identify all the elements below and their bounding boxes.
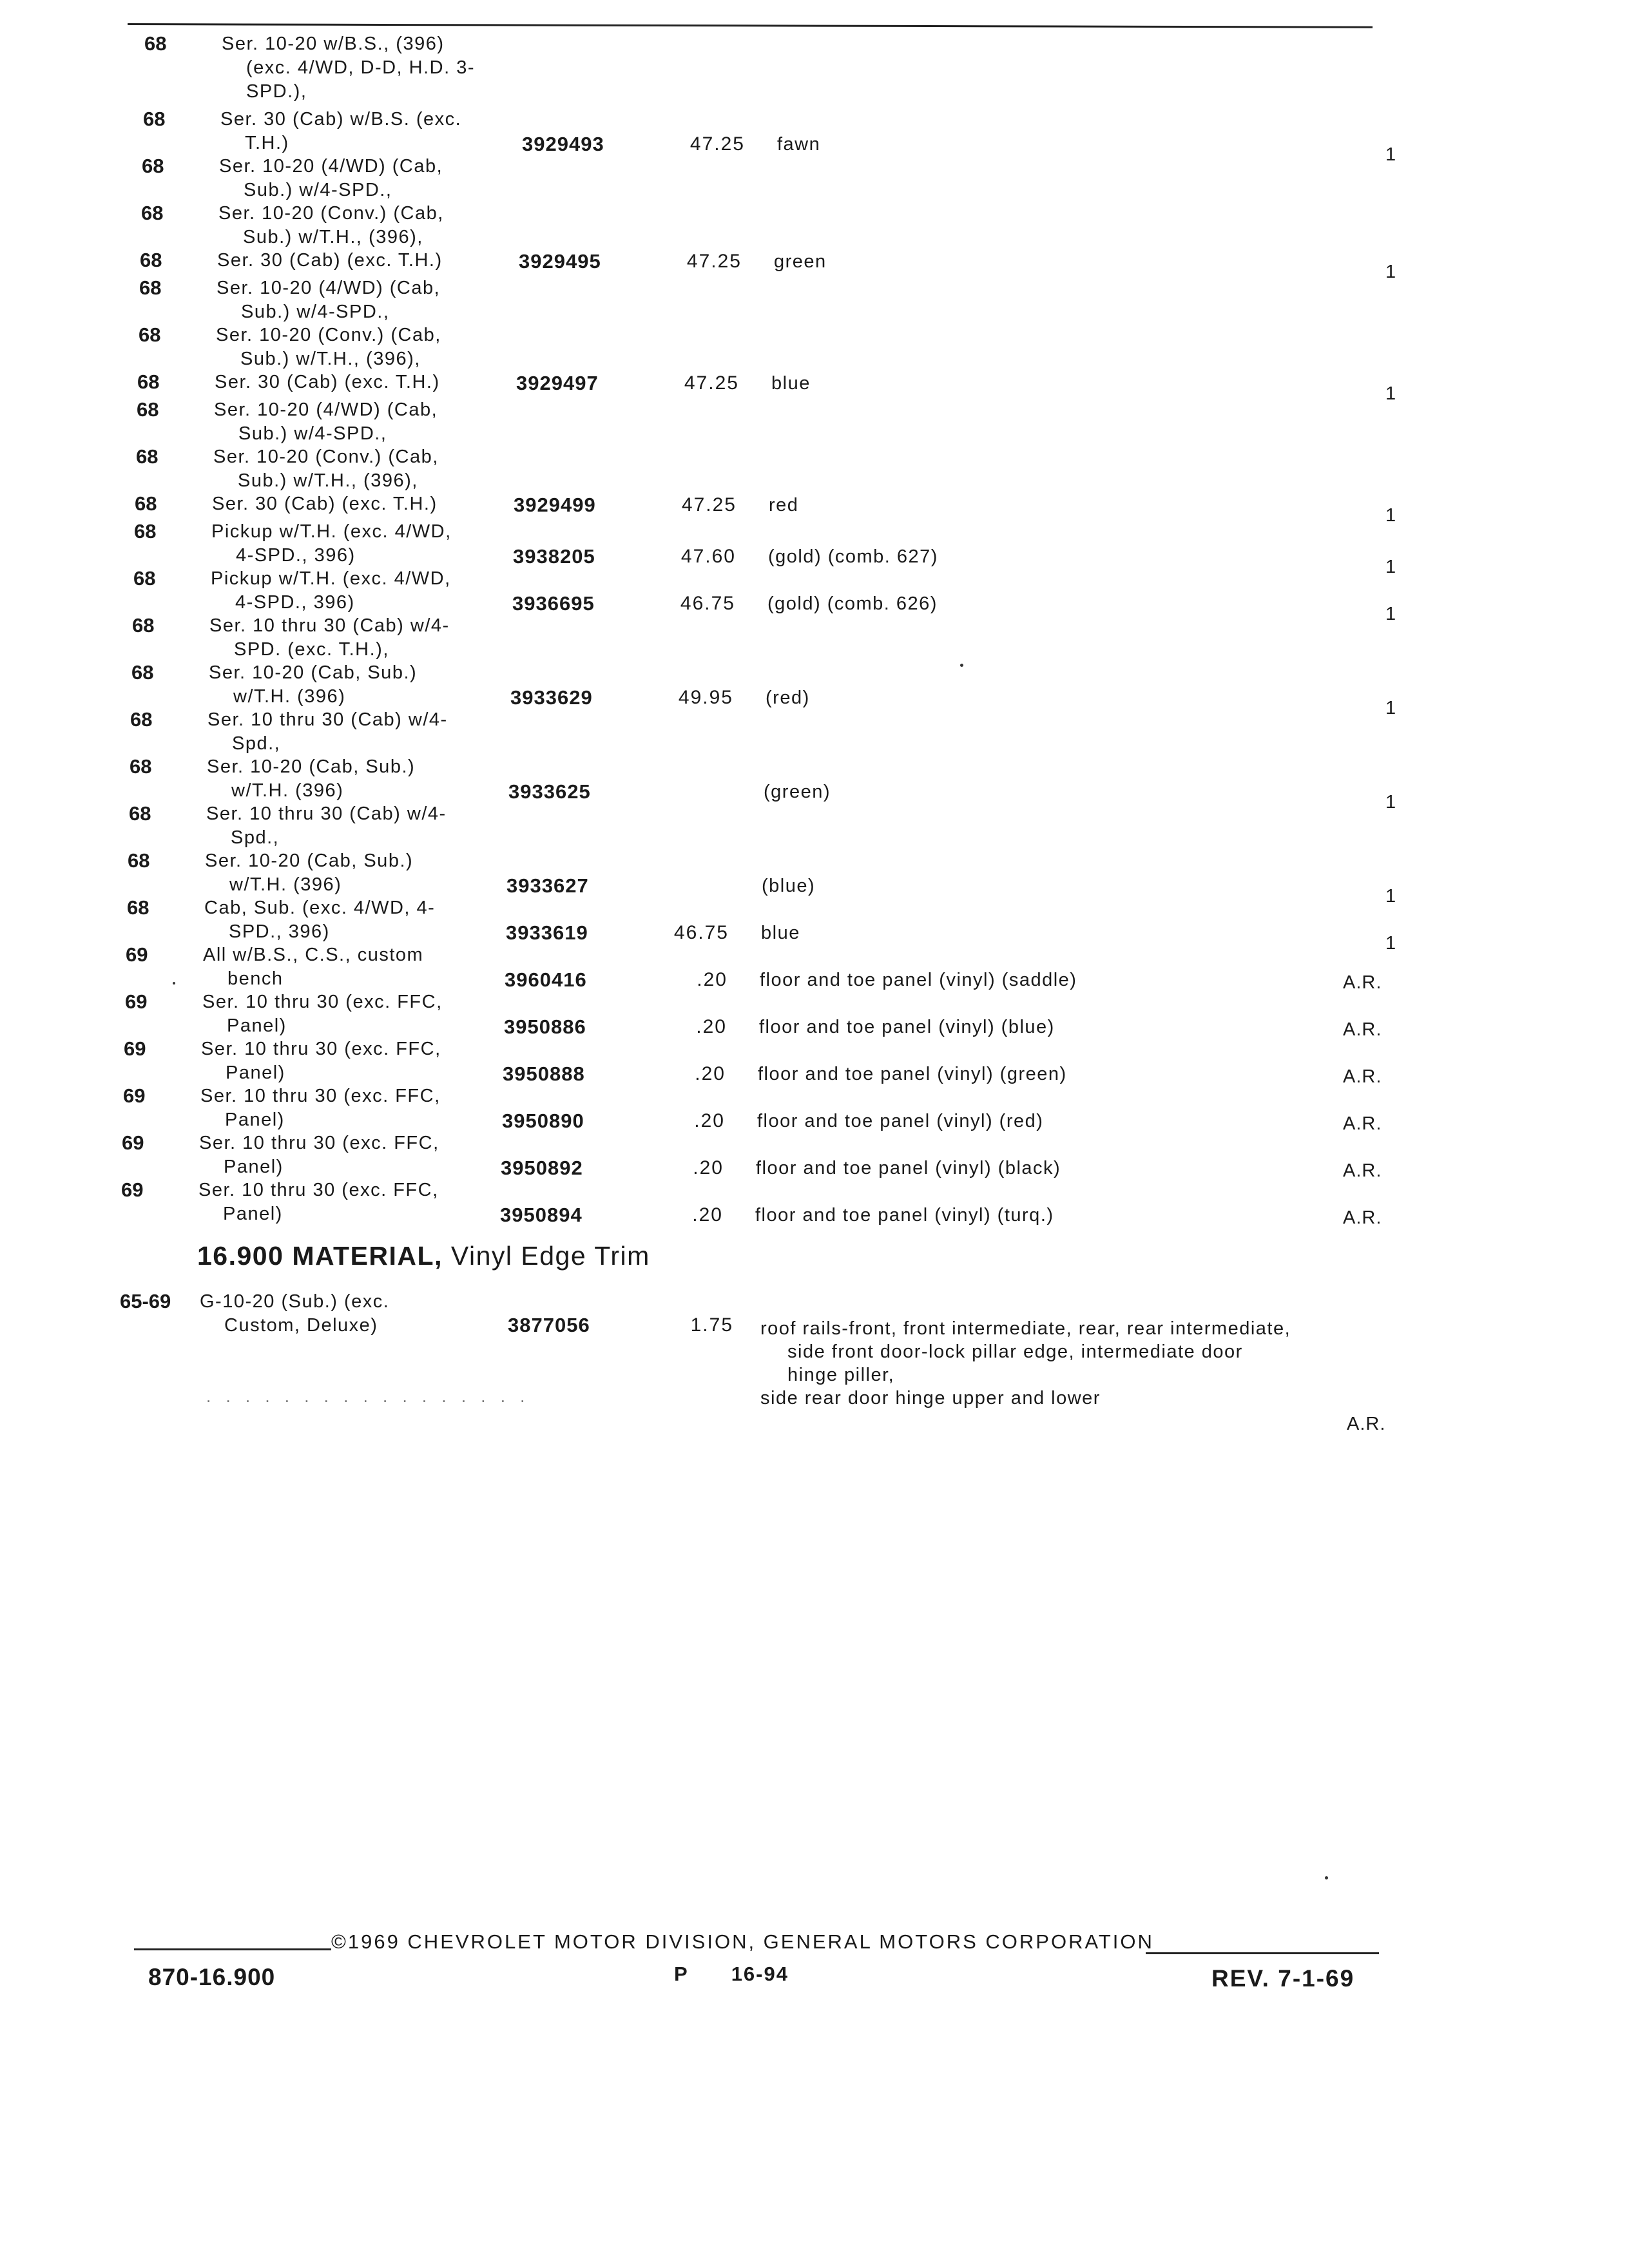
desc-line: Sub.) w/4-SPD., xyxy=(238,423,387,444)
item-description: floor and toe panel (vinyl) (turq.) xyxy=(755,1205,1054,1225)
desc-line: Ser. 10-20 (Cab, Sub.) xyxy=(205,850,414,871)
item-description: red xyxy=(769,495,799,515)
part-number: 3933625 xyxy=(508,780,591,803)
row-description xyxy=(219,155,443,202)
page-number: 16-94 xyxy=(731,1963,789,1985)
part-number: 3950886 xyxy=(504,1015,586,1038)
row-year: 68 xyxy=(127,896,149,919)
part-number: 3929495 xyxy=(519,250,601,273)
row-description xyxy=(214,398,438,446)
row-description xyxy=(207,708,448,756)
row-year: 69 xyxy=(121,1178,144,1201)
desc-line: Sub.) w/T.H., (396), xyxy=(240,349,421,369)
desc-line: Ser. 30 (Cab) (exc. T.H.) xyxy=(217,250,443,271)
quantity: 1 xyxy=(1385,505,1397,526)
page-prefix: P xyxy=(674,1963,689,1985)
row-year: 68 xyxy=(133,567,156,590)
desc-line: G-10-20 (Sub.) (exc. xyxy=(200,1291,390,1312)
row-year: 68 xyxy=(128,849,150,872)
row-description xyxy=(220,108,461,155)
desc-line: Ser. 10-20 (4/WD) (Cab, xyxy=(217,278,441,298)
price: 47.60 xyxy=(680,546,736,567)
part-number: 3950888 xyxy=(503,1062,585,1085)
desc-line: Ser. 10-20 (Cab, Sub.) xyxy=(209,662,418,683)
price: 1.75 xyxy=(690,1314,733,1336)
item-line: side front door-lock pillar edge, intermediate door xyxy=(787,1341,1243,1362)
desc-line: Panel) xyxy=(226,1062,285,1083)
item-line: hinge piller, xyxy=(787,1365,895,1385)
item-description: (gold) (comb. 626) xyxy=(767,593,938,614)
row-description xyxy=(216,323,441,371)
quantity: A.R. xyxy=(1343,1113,1382,1134)
row-description xyxy=(217,276,440,324)
desc-line: 4-SPD., 396) xyxy=(236,545,356,566)
part-number: 3933619 xyxy=(506,921,588,944)
row-year: 68 xyxy=(130,755,152,778)
row-year: 68 xyxy=(137,398,159,421)
desc-line: Ser. 10-20 (Cab, Sub.) xyxy=(207,756,416,777)
footer-left-rule xyxy=(134,1948,331,1950)
row-year: 69 xyxy=(124,1037,146,1060)
footer-copyright: ©1969 CHEVROLET MOTOR DIVISION, GENERAL MOTORS CORPORATION xyxy=(331,1930,1154,1953)
quantity: 1 xyxy=(1385,604,1397,624)
desc-line: Ser. 10-20 (Conv.) (Cab, xyxy=(218,203,444,224)
desc-line: Ser. 10 thru 30 (exc. FFC, xyxy=(199,1133,439,1153)
price: 47.25 xyxy=(689,133,745,155)
part-number: 3933627 xyxy=(506,874,589,897)
price: 47.25 xyxy=(686,251,742,272)
footer-right-rule xyxy=(1146,1952,1379,1954)
part-number: 3929493 xyxy=(522,133,604,155)
price: .20 xyxy=(696,1016,727,1037)
quantity: A.R. xyxy=(1347,1414,1386,1434)
quantity: A.R. xyxy=(1343,1207,1382,1228)
item-description: blue xyxy=(771,373,811,394)
part-number: 3933629 xyxy=(510,686,593,709)
row-year: 68 xyxy=(141,202,164,224)
part-number: 3960416 xyxy=(505,968,587,991)
row-description xyxy=(211,567,451,615)
quantity: 1 xyxy=(1385,933,1397,954)
row-description xyxy=(215,370,440,394)
part-number: 3938205 xyxy=(513,545,595,568)
part-number: 3936695 xyxy=(512,592,595,615)
footer-copyright-line xyxy=(134,1930,1379,1956)
desc-line: Ser. 30 (Cab) w/B.S. (exc. xyxy=(220,109,462,130)
price: 46.75 xyxy=(673,922,729,943)
row-description xyxy=(205,849,413,897)
desc-line: Pickup w/T.H. (exc. 4/WD, xyxy=(211,568,451,589)
desc-line: Ser. 10 thru 30 (exc. FFC, xyxy=(198,1180,439,1200)
desc-line: SPD., 396) xyxy=(229,921,330,942)
row-year: 68 xyxy=(134,520,157,543)
desc-line: Panel) xyxy=(223,1204,283,1224)
row-description xyxy=(222,32,475,104)
row-year: 68 xyxy=(144,32,167,55)
row-year: 68 xyxy=(131,661,154,684)
row-description xyxy=(207,755,415,803)
row-year: 69 xyxy=(126,943,148,966)
row-year: 68 xyxy=(140,249,162,271)
desc-line: Ser. 10 thru 30 (Cab) w/4- xyxy=(207,709,448,730)
desc-line: Cab, Sub. (exc. 4/WD, 4- xyxy=(204,898,436,918)
row-description xyxy=(199,1131,439,1179)
price: .20 xyxy=(697,969,728,990)
desc-line: SPD.), xyxy=(246,81,307,102)
desc-line: Sub.) w/T.H., (396), xyxy=(238,470,418,491)
item-description: blue xyxy=(761,923,800,943)
quantity: A.R. xyxy=(1343,972,1382,993)
price: .20 xyxy=(695,1063,726,1084)
section-number: 16.900 xyxy=(197,1241,284,1271)
item-description: floor and toe panel (vinyl) (blue) xyxy=(759,1017,1055,1037)
desc-line: Ser. 10 thru 30 (exc. FFC, xyxy=(200,1086,441,1106)
quantity: 1 xyxy=(1385,144,1397,165)
price: 47.25 xyxy=(684,372,739,394)
desc-line: Ser. 10 thru 30 (exc. FFC, xyxy=(202,992,443,1012)
row-year: 68 xyxy=(135,492,157,515)
row-year: 68 xyxy=(137,370,160,393)
desc-line: Ser. 10-20 w/B.S., (396) xyxy=(222,34,445,54)
price: .20 xyxy=(692,1204,723,1225)
price: 46.75 xyxy=(680,593,735,614)
row-year: 69 xyxy=(125,990,148,1013)
quantity: 1 xyxy=(1385,886,1397,907)
item-description: floor and toe panel (vinyl) (red) xyxy=(757,1111,1044,1131)
row-description xyxy=(200,1084,441,1132)
stray-mark xyxy=(1325,1876,1328,1879)
part-number: 3950894 xyxy=(500,1204,583,1226)
item-line: roof rails-front, front intermediate, rear, rear intermediate, xyxy=(760,1318,1291,1339)
part-number: 3950890 xyxy=(502,1110,584,1132)
desc-line: Ser. 30 (Cab) (exc. T.H.) xyxy=(215,372,440,392)
item-description xyxy=(760,1317,1291,1410)
part-number: 3929497 xyxy=(516,372,599,394)
desc-line: Pickup w/T.H. (exc. 4/WD, xyxy=(211,521,452,542)
section-keyword: MATERIAL, xyxy=(292,1241,443,1271)
item-description: floor and toe panel (vinyl) (black) xyxy=(756,1158,1061,1178)
desc-line: (exc. 4/WD, D-D, H.D. 3- xyxy=(246,57,476,78)
row-year: 68 xyxy=(139,323,161,346)
row-year: 68 xyxy=(142,155,164,177)
row-year: 68 xyxy=(139,276,162,299)
row-description xyxy=(203,943,423,991)
row-year: 69 xyxy=(123,1084,146,1107)
desc-line: Sub.) w/T.H., (396), xyxy=(243,227,423,247)
desc-line: w/T.H. (396) xyxy=(229,874,342,895)
row-description xyxy=(200,1290,389,1338)
footer-revision: REV. 7-1-69 xyxy=(1211,1965,1355,1992)
price: .20 xyxy=(694,1110,725,1131)
item-description: (green) xyxy=(764,782,831,802)
part-number: 3950892 xyxy=(501,1157,583,1179)
item-description: floor and toe panel (vinyl) (saddle) xyxy=(760,970,1077,990)
row-year: 65-69 xyxy=(120,1290,171,1312)
quantity: A.R. xyxy=(1343,1019,1382,1040)
top-rule xyxy=(128,23,1373,28)
row-description xyxy=(204,896,435,944)
desc-line: Spd., xyxy=(232,733,281,754)
row-description xyxy=(202,990,443,1038)
part-number: 3877056 xyxy=(508,1314,590,1336)
row-description xyxy=(212,492,438,516)
row-year: 68 xyxy=(143,108,166,130)
desc-line: Ser. 10-20 (4/WD) (Cab, xyxy=(219,156,443,177)
row-description xyxy=(201,1037,441,1085)
desc-line: Ser. 10 thru 30 (Cab) w/4- xyxy=(209,615,450,636)
row-description xyxy=(211,520,452,568)
item-description: green xyxy=(774,251,827,272)
desc-line: T.H.) xyxy=(245,133,289,153)
desc-line: bench xyxy=(227,968,284,989)
desc-line: Ser. 10 thru 30 (exc. FFC, xyxy=(201,1039,441,1059)
item-description: (red) xyxy=(766,687,810,708)
row-year: 68 xyxy=(132,614,155,637)
row-year: 68 xyxy=(130,708,153,731)
item-line: side rear door hinge upper and lower xyxy=(760,1388,1101,1408)
row-year: 68 xyxy=(136,445,159,468)
desc-line: SPD. (exc. T.H.), xyxy=(234,639,389,660)
row-description xyxy=(213,445,439,493)
item-description: floor and toe panel (vinyl) (green) xyxy=(758,1064,1067,1084)
price: 49.95 xyxy=(678,687,733,708)
footer-page xyxy=(674,1963,789,1986)
quantity: 1 xyxy=(1385,792,1397,812)
quantity: A.R. xyxy=(1343,1160,1382,1181)
desc-line: Sub.) w/4-SPD., xyxy=(244,180,392,200)
item-description: (blue) xyxy=(762,876,816,896)
item-description: fawn xyxy=(777,134,821,155)
desc-line: 4-SPD., 396) xyxy=(235,592,355,613)
desc-line: Custom, Deluxe) xyxy=(224,1315,378,1336)
desc-line: Panel) xyxy=(227,1015,287,1036)
row-description xyxy=(218,202,444,249)
stray-mark xyxy=(960,664,963,667)
quantity: 1 xyxy=(1385,383,1397,404)
desc-line: Ser. 10-20 (Conv.) (Cab, xyxy=(216,325,441,345)
desc-line: Spd., xyxy=(231,827,280,848)
section-heading xyxy=(197,1240,650,1271)
row-description xyxy=(198,1178,439,1226)
desc-line: Panel) xyxy=(225,1110,285,1130)
row-description xyxy=(209,661,417,709)
desc-line: Panel) xyxy=(224,1157,284,1177)
quantity: 1 xyxy=(1385,557,1397,577)
desc-line: All w/B.S., C.S., custom xyxy=(203,945,424,965)
price: .20 xyxy=(693,1157,724,1178)
item-description: (gold) (comb. 627) xyxy=(768,546,938,567)
quantity: A.R. xyxy=(1343,1066,1382,1087)
row-description xyxy=(209,614,450,662)
desc-line: Sub.) w/4-SPD., xyxy=(241,302,390,322)
desc-line: w/T.H. (396) xyxy=(231,780,344,801)
row-description xyxy=(217,249,443,273)
footer-code: 870-16.900 xyxy=(148,1964,276,1990)
row-year: 68 xyxy=(129,802,151,825)
price: 47.25 xyxy=(681,494,737,515)
quantity: 1 xyxy=(1385,262,1397,282)
stray-mark xyxy=(173,982,175,985)
part-number: 3929499 xyxy=(514,494,596,516)
desc-line: w/T.H. (396) xyxy=(233,686,346,707)
desc-line: Ser. 10-20 (4/WD) (Cab, xyxy=(214,399,438,420)
row-year: 69 xyxy=(122,1131,144,1154)
desc-line: Ser. 10 thru 30 (Cab) w/4- xyxy=(206,803,447,824)
section-subtitle: Vinyl Edge Trim xyxy=(450,1241,650,1271)
quantity: 1 xyxy=(1385,698,1397,718)
row-description xyxy=(206,802,447,850)
stray-dots: . . . . . . . . . . . . . . . . . xyxy=(206,1387,530,1406)
desc-line: Ser. 30 (Cab) (exc. T.H.) xyxy=(212,494,438,514)
desc-line: Ser. 10-20 (Conv.) (Cab, xyxy=(213,447,439,467)
